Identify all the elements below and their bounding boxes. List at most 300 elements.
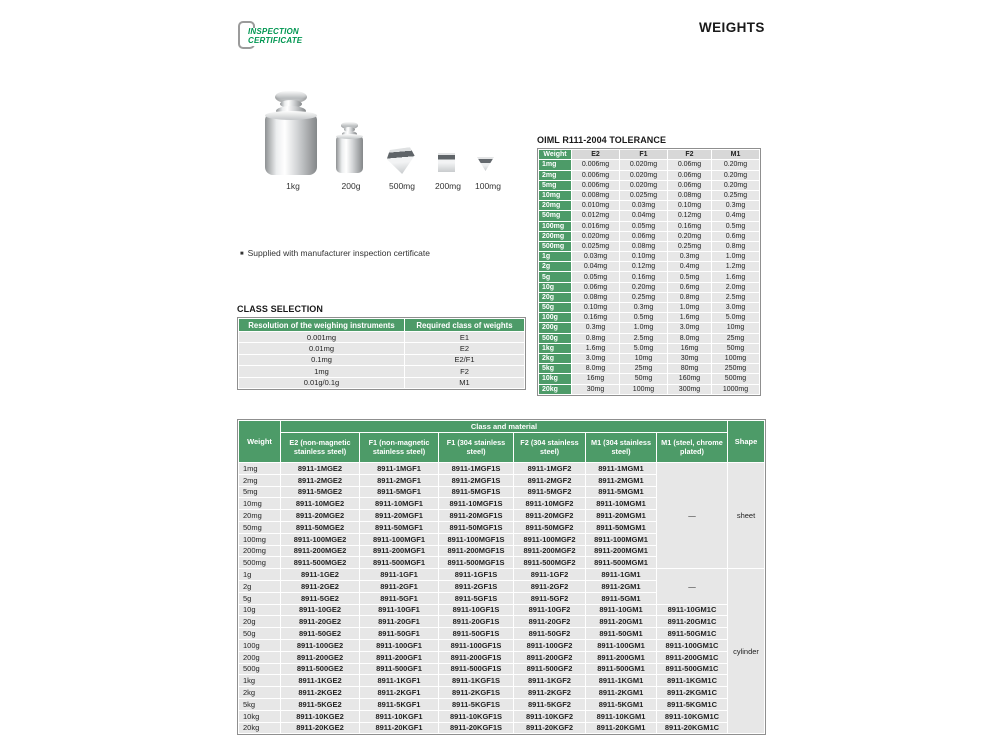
value-cell: 8911-5GE2: [281, 592, 360, 604]
weight-photo-label: 100mg: [475, 181, 501, 191]
value-cell: 0.3mg: [572, 323, 620, 333]
row-weight-cell: 10mg: [239, 498, 281, 510]
value-cell: 8911-100GE2: [281, 639, 360, 651]
value-cell: 0.3mg: [620, 303, 668, 313]
table-row: [539, 272, 760, 282]
value-cell: 8911-2KGM1: [586, 687, 657, 699]
value-cell: 8911-200GF2: [514, 651, 586, 663]
value-cell: 0.3mg: [668, 252, 712, 262]
value-cell: F2: [405, 366, 525, 377]
value-cell: 8911-100GF1S: [439, 639, 514, 651]
value-cell: 8911-200GM1C: [657, 651, 728, 663]
value-cell: E2/F1: [405, 354, 525, 365]
value-cell: 8911-200GE2: [281, 651, 360, 663]
value-cell: 8911-100GF2: [514, 639, 586, 651]
value-cell: 0.08mg: [620, 241, 668, 251]
value-cell: 0.4mg: [668, 262, 712, 272]
row-weight-cell: 500g: [539, 333, 572, 343]
value-cell: 0.08mg: [668, 190, 712, 200]
value-cell: 5.0mg: [712, 313, 760, 323]
value-cell: 100mg: [712, 353, 760, 363]
value-cell: 0.04mg: [572, 262, 620, 272]
value-cell: 8911-5MGF2: [514, 486, 586, 498]
table-row: [239, 687, 765, 699]
table-row: [239, 639, 765, 651]
value-cell: 0.06mg: [668, 160, 712, 170]
value-cell: 8911-20KGM1: [586, 722, 657, 734]
value-cell: 8911-2KGM1C: [657, 687, 728, 699]
value-cell: 8911-20GM1C: [657, 616, 728, 628]
value-cell: 8911-500MGF1S: [439, 557, 514, 569]
table-row: [239, 616, 765, 628]
weight-body: [336, 136, 363, 173]
value-cell: 8911-50MGM1: [586, 521, 657, 533]
value-cell: 8911-10GF1S: [439, 604, 514, 616]
row-weight-cell: 100g: [239, 639, 281, 651]
column-header: E2 (non-magnetic stainless steel): [281, 433, 360, 463]
row-weight-cell: 20mg: [239, 510, 281, 522]
value-cell: 8911-5GM1: [586, 592, 657, 604]
value-cell: 8911-2KGE2: [281, 687, 360, 699]
weight-photo-200mg: [438, 153, 455, 172]
table-row: [539, 211, 760, 221]
value-cell: 8911-200GF1: [360, 651, 439, 663]
row-weight-cell: 10kg: [239, 710, 281, 722]
value-cell: 8911-2GM1: [586, 580, 657, 592]
table-row: [239, 354, 525, 365]
row-weight-cell: 200g: [539, 323, 572, 333]
table-row: [539, 180, 760, 190]
value-cell: 8911-2GF1S: [439, 580, 514, 592]
value-cell: 8911-1MGM1: [586, 463, 657, 475]
row-weight-cell: 2g: [239, 580, 281, 592]
value-cell: 8911-200MGM1: [586, 545, 657, 557]
value-cell: 0.016mg: [572, 221, 620, 231]
value-cell: 10mg: [620, 353, 668, 363]
value-cell: 8911-1GM1: [586, 569, 657, 581]
page-title: WEIGHTS: [699, 20, 765, 35]
value-cell: 8911-50GF1: [360, 628, 439, 640]
tolerance-section: [537, 135, 761, 401]
row-weight-cell: 5mg: [239, 486, 281, 498]
value-cell: 8911-500GF1S: [439, 663, 514, 675]
table-row: [539, 374, 760, 384]
row-weight-cell: 50mg: [539, 211, 572, 221]
value-cell: 8911-5KGM1: [586, 698, 657, 710]
value-cell: 8911-5KGE2: [281, 698, 360, 710]
value-cell: 300mg: [668, 384, 712, 394]
logo-line-1: INSPECTION: [248, 27, 299, 36]
value-cell: 1.2mg: [712, 262, 760, 272]
row-weight-cell: 10g: [239, 604, 281, 616]
value-cell: 8911-10KGF2: [514, 710, 586, 722]
value-cell: 8911-100GM1C: [657, 639, 728, 651]
value-cell: sheet: [728, 463, 765, 569]
inspection-certificate-label: [247, 28, 303, 46]
value-cell: 8911-2KGF1S: [439, 687, 514, 699]
value-cell: 0.20mg: [620, 282, 668, 292]
value-cell: 0.6mg: [668, 282, 712, 292]
value-cell: 0.3mg: [712, 201, 760, 211]
value-cell: 250mg: [712, 364, 760, 374]
value-cell: 8911-50MGF1: [360, 521, 439, 533]
value-cell: 8911-500GF1: [360, 663, 439, 675]
value-cell: 0.06mg: [668, 180, 712, 190]
row-weight-cell: 10g: [539, 282, 572, 292]
value-cell: 0.06mg: [668, 170, 712, 180]
value-cell: 8911-5MGM1: [586, 486, 657, 498]
table-header-row: [239, 433, 765, 463]
table-row: [239, 698, 765, 710]
row-weight-cell: 5kg: [239, 698, 281, 710]
value-cell: 8911-200GF1S: [439, 651, 514, 663]
column-header: M1 (steel, chrome plated): [657, 433, 728, 463]
table-row: [539, 160, 760, 170]
table-row: [239, 463, 765, 475]
value-cell: 8911-500GM1: [586, 663, 657, 675]
table-row: [239, 377, 525, 388]
row-weight-cell: 200mg: [539, 231, 572, 241]
table-row: [539, 201, 760, 211]
value-cell: 8911-5MGF1S: [439, 486, 514, 498]
table-row: [239, 604, 765, 616]
column-header: Resolution of the weighing instruments: [239, 319, 405, 332]
table-row: [539, 384, 760, 394]
value-cell: 8.0mg: [572, 364, 620, 374]
weight-photo-label: 200mg: [435, 181, 461, 191]
value-cell: 0.8mg: [712, 241, 760, 251]
row-weight-cell: 5g: [539, 272, 572, 282]
tolerance-table: [537, 148, 761, 396]
column-header-shape: Shape: [728, 421, 765, 463]
value-cell: 8911-10GM1C: [657, 604, 728, 616]
value-cell: 8911-200MGF1S: [439, 545, 514, 557]
value-cell: 3.0mg: [572, 353, 620, 363]
logo-line-2: CERTIFICATE: [248, 35, 303, 45]
table-row: [539, 353, 760, 363]
value-cell: 0.10mg: [572, 303, 620, 313]
row-weight-cell: 2g: [539, 262, 572, 272]
table-row: [539, 190, 760, 200]
value-cell: 8911-100GF1: [360, 639, 439, 651]
value-cell: 8911-100MGF1S: [439, 533, 514, 545]
value-cell: 8911-20GF1S: [439, 616, 514, 628]
row-weight-cell: 50mg: [239, 521, 281, 533]
value-cell: 8911-100MGF1: [360, 533, 439, 545]
table-row: [539, 262, 760, 272]
value-cell: 8911-10KGF1S: [439, 710, 514, 722]
part-number-section: [237, 419, 766, 736]
column-header: Required class of weights: [405, 319, 525, 332]
table-row: [239, 710, 765, 722]
value-cell: 8911-1GF1S: [439, 569, 514, 581]
value-cell: 0.006mg: [572, 160, 620, 170]
value-cell: 0.06mg: [572, 282, 620, 292]
group-header-class-and-material: Class and material: [281, 421, 728, 433]
value-cell: 8911-10GF2: [514, 604, 586, 616]
value-cell: 25mg: [620, 364, 668, 374]
weight-photo-200g: [336, 122, 363, 174]
value-cell: 8911-10MGE2: [281, 498, 360, 510]
row-weight-cell: 5mg: [539, 180, 572, 190]
value-cell: 8911-20KGM1C: [657, 722, 728, 734]
value-cell: 8911-2MGE2: [281, 474, 360, 486]
value-cell: 8911-10KGE2: [281, 710, 360, 722]
value-cell: 8911-20MGF1S: [439, 510, 514, 522]
value-cell: 0.20mg: [712, 170, 760, 180]
row-weight-cell: 1kg: [539, 343, 572, 353]
value-cell: 8911-500MGF2: [514, 557, 586, 569]
row-weight-cell: 20kg: [239, 722, 281, 734]
value-cell: 0.8mg: [572, 333, 620, 343]
row-weight-cell: 0.01mg: [239, 343, 405, 354]
table-row: [539, 343, 760, 353]
value-cell: 0.5mg: [620, 313, 668, 323]
value-cell: 8911-1KGF1: [360, 675, 439, 687]
weight-body: [265, 114, 317, 175]
value-cell: 1.0mg: [712, 252, 760, 262]
value-cell: 8911-1MGE2: [281, 463, 360, 475]
value-cell: 8911-200GM1: [586, 651, 657, 663]
weight-photo-500mg: [386, 147, 416, 175]
row-weight-cell: 0.001mg: [239, 332, 405, 343]
row-weight-cell: 200mg: [239, 545, 281, 557]
row-weight-cell: 50g: [539, 303, 572, 313]
table-header-row: [239, 319, 525, 332]
table-row: [239, 651, 765, 663]
row-weight-cell: 50g: [239, 628, 281, 640]
column-header: F1 (non-magnetic stainless steel): [360, 433, 439, 463]
value-cell: 50mg: [712, 343, 760, 353]
value-cell: 1.0mg: [620, 323, 668, 333]
table-row: [239, 332, 525, 343]
value-cell: 8911-100MGF2: [514, 533, 586, 545]
value-cell: 8911-500GF2: [514, 663, 586, 675]
value-cell: 0.12mg: [668, 211, 712, 221]
part-number-table: [237, 419, 766, 735]
value-cell: 8911-50GM1C: [657, 628, 728, 640]
value-cell: 8911-5GF1: [360, 592, 439, 604]
value-cell: 8911-20MGM1: [586, 510, 657, 522]
row-weight-cell: 5kg: [539, 364, 572, 374]
bullet-icon: ■: [240, 250, 244, 257]
value-cell: 8911-5KGM1C: [657, 698, 728, 710]
value-cell: 8911-2GE2: [281, 580, 360, 592]
value-cell: 8911-5GF2: [514, 592, 586, 604]
value-cell: 8911-10MGF2: [514, 498, 586, 510]
value-cell: 500mg: [712, 374, 760, 384]
value-cell: 8911-20MGF2: [514, 510, 586, 522]
value-cell: 8911-2GF2: [514, 580, 586, 592]
value-cell: 30mg: [668, 353, 712, 363]
value-cell: 8911-50GF1S: [439, 628, 514, 640]
row-weight-cell: 100mg: [539, 221, 572, 231]
value-cell: —: [657, 463, 728, 569]
value-cell: 0.20mg: [712, 180, 760, 190]
value-cell: 2.0mg: [712, 282, 760, 292]
value-cell: 0.025mg: [620, 190, 668, 200]
value-cell: 0.012mg: [572, 211, 620, 221]
value-cell: 160mg: [668, 374, 712, 384]
row-weight-cell: 0.1mg: [239, 354, 405, 365]
value-cell: 8911-20KGE2: [281, 722, 360, 734]
value-cell: 0.020mg: [620, 170, 668, 180]
certificate-note: [240, 248, 430, 258]
value-cell: 25mg: [712, 333, 760, 343]
value-cell: 8911-5KGF1: [360, 698, 439, 710]
value-cell: 8911-20KGF2: [514, 722, 586, 734]
row-weight-cell: 2mg: [539, 170, 572, 180]
value-cell: 8911-20GE2: [281, 616, 360, 628]
weight-photo-label: 500mg: [389, 181, 415, 191]
row-weight-cell: 1kg: [239, 675, 281, 687]
value-cell: 0.25mg: [712, 190, 760, 200]
value-cell: 8911-100MGM1: [586, 533, 657, 545]
row-weight-cell: 20g: [539, 292, 572, 302]
column-header-weight: Weight: [239, 421, 281, 463]
value-cell: 0.020mg: [572, 231, 620, 241]
value-cell: 0.03mg: [572, 252, 620, 262]
table-row: [539, 303, 760, 313]
row-weight-cell: 1g: [239, 569, 281, 581]
column-header: F2 (304 stainless steel): [514, 433, 586, 463]
value-cell: 8911-100GM1: [586, 639, 657, 651]
value-cell: 0.5mg: [712, 221, 760, 231]
row-weight-cell: 10kg: [539, 374, 572, 384]
value-cell: 0.06mg: [620, 231, 668, 241]
certificate-note-text: Supplied with manufacturer inspection certificate: [247, 248, 430, 258]
tolerance-title: OIML R111-2004 TOLERANCE: [537, 135, 667, 145]
value-cell: 30mg: [572, 384, 620, 394]
column-header: E2: [572, 150, 620, 160]
value-cell: 2.5mg: [712, 292, 760, 302]
value-cell: 0.16mg: [572, 313, 620, 323]
row-weight-cell: 1g: [539, 252, 572, 262]
value-cell: 8911-2KGF1: [360, 687, 439, 699]
value-cell: E2: [405, 343, 525, 354]
column-header: Weight: [539, 150, 572, 160]
value-cell: 50mg: [620, 374, 668, 384]
value-cell: 8911-1KGE2: [281, 675, 360, 687]
value-cell: 0.025mg: [572, 241, 620, 251]
value-cell: 8911-100MGE2: [281, 533, 360, 545]
value-cell: E1: [405, 332, 525, 343]
column-header: M1: [712, 150, 760, 160]
value-cell: 8911-10GM1: [586, 604, 657, 616]
value-cell: 1000mg: [712, 384, 760, 394]
table-row: [539, 221, 760, 231]
value-cell: 8911-1GF1: [360, 569, 439, 581]
value-cell: 8911-10KGM1: [586, 710, 657, 722]
value-cell: 8911-10MGM1: [586, 498, 657, 510]
row-weight-cell: 2kg: [239, 687, 281, 699]
value-cell: 3.0mg: [668, 323, 712, 333]
value-cell: 8911-2KGF2: [514, 687, 586, 699]
value-cell: 8911-50MGE2: [281, 521, 360, 533]
value-cell: 1.0mg: [668, 303, 712, 313]
table-row: [539, 252, 760, 262]
value-cell: 8911-5KGF2: [514, 698, 586, 710]
value-cell: 0.25mg: [620, 292, 668, 302]
table-row: [539, 241, 760, 251]
value-cell: 100mg: [620, 384, 668, 394]
row-weight-cell: 500g: [239, 663, 281, 675]
value-cell: 0.12mg: [620, 262, 668, 272]
value-cell: 0.006mg: [572, 180, 620, 190]
value-cell: 0.08mg: [572, 292, 620, 302]
value-cell: 8911-10MGF1: [360, 498, 439, 510]
table-row: [239, 628, 765, 640]
value-cell: 8911-5MGE2: [281, 486, 360, 498]
row-weight-cell: 0.01g/0.1g: [239, 377, 405, 388]
value-cell: 0.05mg: [620, 221, 668, 231]
value-cell: 8911-2GF1: [360, 580, 439, 592]
value-cell: 8911-1GF2: [514, 569, 586, 581]
value-cell: 8911-10KGF1: [360, 710, 439, 722]
row-weight-cell: 2mg: [239, 474, 281, 486]
value-cell: 0.10mg: [668, 201, 712, 211]
value-cell: 16mg: [668, 343, 712, 353]
value-cell: 8911-200MGF1: [360, 545, 439, 557]
value-cell: 8911-2MGM1: [586, 474, 657, 486]
value-cell: 8911-50GE2: [281, 628, 360, 640]
value-cell: 8911-10KGM1C: [657, 710, 728, 722]
value-cell: 8911-5MGF1: [360, 486, 439, 498]
class-selection-title: CLASS SELECTION: [237, 304, 324, 314]
value-cell: 0.25mg: [668, 241, 712, 251]
table-row: [239, 675, 765, 687]
value-cell: 0.05mg: [572, 272, 620, 282]
table-row: [539, 231, 760, 241]
value-cell: 8911-500MGM1: [586, 557, 657, 569]
value-cell: 8.0mg: [668, 333, 712, 343]
value-cell: 8911-500MGE2: [281, 557, 360, 569]
value-cell: 8911-20KGF1S: [439, 722, 514, 734]
value-cell: 8911-10MGF1S: [439, 498, 514, 510]
value-cell: 8911-50GF2: [514, 628, 586, 640]
row-weight-cell: 5g: [239, 592, 281, 604]
value-cell: 8911-20KGF1: [360, 722, 439, 734]
row-weight-cell: 1mg: [539, 160, 572, 170]
value-cell: 80mg: [668, 364, 712, 374]
table-row: [239, 663, 765, 675]
value-cell: 0.16mg: [668, 221, 712, 231]
value-cell: 8911-200MGE2: [281, 545, 360, 557]
table-row: [539, 292, 760, 302]
value-cell: 0.008mg: [572, 190, 620, 200]
value-cell: 1.6mg: [712, 272, 760, 282]
value-cell: 0.10mg: [620, 252, 668, 262]
value-cell: 8911-1GE2: [281, 569, 360, 581]
value-cell: 0.20mg: [712, 160, 760, 170]
table-row: [539, 364, 760, 374]
value-cell: 0.4mg: [712, 211, 760, 221]
row-weight-cell: 500mg: [239, 557, 281, 569]
value-cell: cylinder: [728, 569, 765, 734]
table-row: [539, 313, 760, 323]
value-cell: 10mg: [712, 323, 760, 333]
value-cell: 0.04mg: [620, 211, 668, 221]
value-cell: —: [657, 569, 728, 604]
value-cell: 8911-1KGM1C: [657, 675, 728, 687]
table-row: [539, 323, 760, 333]
column-header: M1 (304 stainless steel): [586, 433, 657, 463]
row-weight-cell: 100mg: [239, 533, 281, 545]
value-cell: 16mg: [572, 374, 620, 384]
value-cell: 8911-2MGF1: [360, 474, 439, 486]
value-cell: 0.20mg: [668, 231, 712, 241]
column-header: F1 (304 stainless steel): [439, 433, 514, 463]
